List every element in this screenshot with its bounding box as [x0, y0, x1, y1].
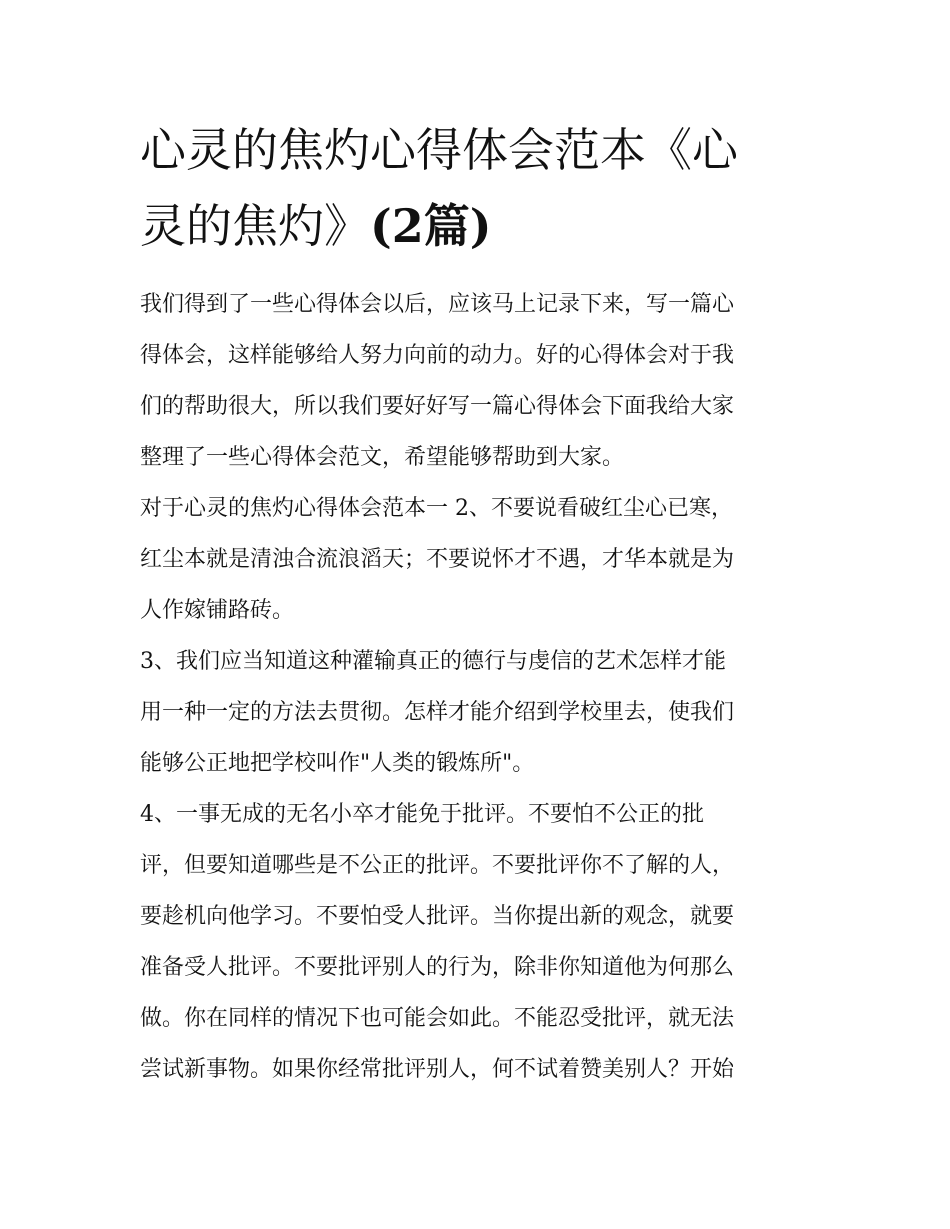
text-line: 红尘本就是清浊合流浪滔天；不要说怀才不遇，才华本就是为: [140, 547, 735, 572]
paragraph-item-4: [140, 789, 830, 1095]
title-text-part2: 灵的焦灼》: [140, 199, 370, 253]
text-line: 4、一事无成的无名小卒才能免于批评。不要怕不公正的批: [140, 802, 704, 827]
text-line: 要趁机向他学习。不要怕受人批评。当你提出新的观念，就要: [140, 904, 735, 929]
text-line: 尝试新事物。如果你经常批评别人，何不试着赞美别人？开始: [140, 1057, 735, 1082]
text-line: 做。你在同样的情况下也可能会如此。不能忍受批评，就无法: [140, 1006, 735, 1031]
document-body: [140, 279, 830, 1095]
document-title: [140, 112, 830, 264]
text-line: 人作嫁铺路砖。: [140, 598, 295, 623]
text-line: 评，但要知道哪些是不公正的批评。不要批评你不了解的人，: [140, 853, 735, 878]
paragraph-intro: [140, 279, 830, 483]
text-line: 们的帮助很大，所以我们要好好写一篇心得体会下面我给大家: [140, 394, 735, 419]
paragraph-item-3: [140, 636, 830, 789]
text-line: 用一种一定的方法去贯彻。怎样才能介绍到学校里去，使我们: [140, 700, 735, 725]
text-line: 3、我们应当知道这种灌输真正的德行与虔信的艺术怎样才能: [140, 649, 726, 674]
text-line: 准备受人批评。不要批评别人的行为，除非你知道他为何那么: [140, 955, 735, 980]
text-line: 能够公正地把学校叫作"人类的锻炼所"。: [140, 751, 535, 776]
title-text-part1: 心灵的焦灼心得体会范本《心: [140, 123, 738, 177]
text-line: 整理了一些心得体会范文，希望能够帮助到大家。: [140, 445, 625, 470]
paragraph-sample-one: [140, 483, 830, 636]
text-line: 对于心灵的焦灼心得体会范本一 2、不要说看破红尘心已寒，: [140, 496, 733, 521]
text-line: 我们得到了一些心得体会以后，应该马上记录下来，写一篇心: [140, 292, 735, 317]
title-count: (2篇): [370, 199, 492, 253]
text-line: 得体会，这样能够给人努力向前的动力。好的心得体会对于我: [140, 343, 735, 368]
